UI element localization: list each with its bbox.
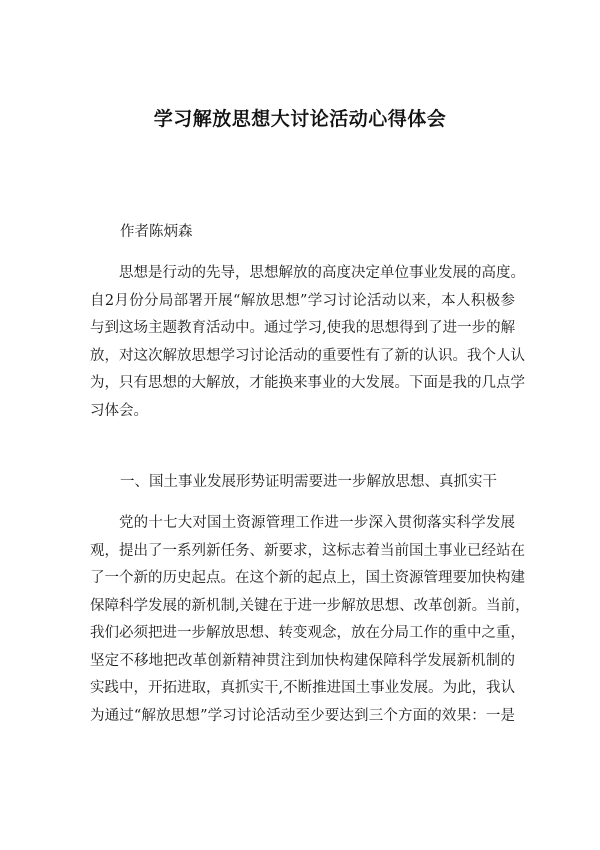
paragraph-line: 党的十七大对国土资源管理工作进一步深入贯彻落实科学发展: [119, 515, 515, 531]
paragraph-line: 了一个新的历史起点。在这个新的起点上，国土资源管理要加快构建: [90, 570, 525, 586]
paragraph-section1: [90, 510, 530, 730]
paragraph-line: 自2月份分局部署开展“解放思想”学习讨论活动以来，本人积极参: [90, 292, 515, 309]
paragraph-line: 思想是行动的先导，思想解放的高度决定单位事业发展的高度。: [119, 265, 525, 281]
paragraph-line: 我们必须把进一步解放思想、转变观念，放在分局工作的重中之重，: [90, 625, 525, 641]
paragraph-intro: [90, 260, 525, 425]
paragraph-line: 坚定不移地把改革创新精神贯注到加快构建保障科学发展新机制的: [90, 652, 515, 669]
paragraph-line: 与到这场主题教育活动中。通过学习,使我的思想得到了进一步的解: [90, 320, 516, 336]
paragraph-line: 观，提出了一系列新任务、新要求，这标志着当前国土事业已经站在: [90, 542, 525, 559]
section-heading: 一、国土事业发展形势证明需要进一步解放思想、真抓实干: [120, 474, 497, 490]
paragraph-line: 实践中，开拓进取，真抓实干,不断推进国土事业发展。为此，我认: [90, 680, 516, 696]
paragraph-line: 为，只有思想的大解放，才能换来事业的大发展。下面是我的几点学: [90, 375, 525, 391]
paragraph-line: 保障科学发展的新机制,关键在于进一步解放思想、改革创新。当前，: [90, 597, 530, 614]
paragraph-line: 放，对这次解放思想学习讨论活动的重要性有了新的认识。我个人认: [90, 347, 525, 364]
author-line: 作者陈炳森: [120, 224, 193, 240]
paragraph-line: 习体会。: [90, 402, 148, 419]
document-title: 学习解放思想大讨论活动心得体会: [153, 108, 447, 130]
paragraph-line: 为通过“解放思想”学习讨论活动至少要达到三个方面的效果：一是: [90, 707, 515, 724]
